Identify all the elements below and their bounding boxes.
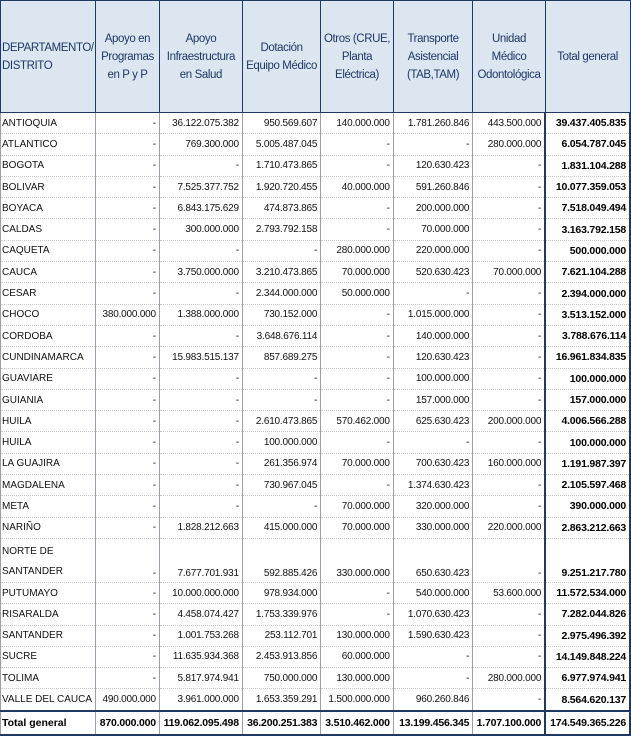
- table-row: [1, 198, 631, 219]
- amount-cell: 490.000.000: [96, 689, 160, 711]
- amount-cell: 330.000.000: [321, 538, 394, 582]
- amount-cell: 950.569.607: [242, 113, 320, 134]
- amount-cell: -: [393, 283, 473, 304]
- amount-cell: 70.000.000: [321, 453, 394, 474]
- row-total-cell: 3.513.152.000: [545, 304, 630, 325]
- grand-total-row: [1, 711, 631, 735]
- amount-cell: -: [473, 325, 545, 346]
- department-cell: ANTIOQUIA: [1, 113, 96, 134]
- row-total-cell: 157.000.000: [545, 389, 630, 410]
- amount-cell: 130.000.000: [321, 625, 394, 646]
- row-total-cell: 6.054.787.045: [545, 134, 630, 155]
- amount-cell: 7.525.377.752: [159, 176, 242, 197]
- amount-cell: -: [159, 325, 242, 346]
- department-cell: SUCRE: [1, 646, 96, 667]
- department-cell: CHOCO: [1, 304, 96, 325]
- amount-cell: 160.000.000: [473, 453, 545, 474]
- amount-cell: 443.500.000: [473, 113, 545, 134]
- amount-cell: -: [321, 368, 394, 389]
- grand-total-cell: 36.200.251.383: [242, 711, 320, 735]
- table-row: [1, 262, 631, 283]
- amount-cell: 1.001.753.268: [159, 625, 242, 646]
- amount-cell: -: [321, 155, 394, 176]
- amount-cell: -: [473, 219, 545, 240]
- amount-cell: -: [96, 432, 160, 453]
- amount-cell: 2.793.792.158: [242, 219, 320, 240]
- amount-cell: -: [159, 368, 242, 389]
- amount-cell: -: [96, 475, 160, 496]
- amount-cell: -: [473, 368, 545, 389]
- department-cell: LA GUAJIRA: [1, 453, 96, 474]
- amount-cell: 40.000.000: [321, 176, 394, 197]
- amount-cell: 3.750.000.000: [159, 262, 242, 283]
- department-cell: HUILA: [1, 432, 96, 453]
- amount-cell: -: [321, 219, 394, 240]
- amount-cell: -: [96, 347, 160, 368]
- row-total-cell: 14.149.848.224: [545, 646, 630, 667]
- amount-cell: -: [473, 625, 545, 646]
- amount-cell: 857.689.275: [242, 347, 320, 368]
- amount-cell: 1.920.720.455: [242, 176, 320, 197]
- amount-cell: 1.015.000.000: [393, 304, 473, 325]
- amount-cell: 591.260.846: [393, 176, 473, 197]
- row-total-cell: 7.621.104.288: [545, 262, 630, 283]
- amount-cell: -: [473, 604, 545, 625]
- amount-cell: 1.781.260.846: [393, 113, 473, 134]
- table-row: [1, 453, 631, 474]
- table-row: [1, 689, 631, 711]
- amount-cell: 15.983.515.137: [159, 347, 242, 368]
- amount-cell: 625.630.423: [393, 411, 473, 432]
- department-cell: BOYACA: [1, 198, 96, 219]
- department-cell: CAQUETA: [1, 240, 96, 261]
- grand-total-cell: 119.062.095.498: [159, 711, 242, 735]
- column-header: DEPARTAMENTO/ DISTRITO: [1, 1, 96, 113]
- amount-cell: 60.000.000: [321, 646, 394, 667]
- department-cell: PUTUMAYO: [1, 582, 96, 603]
- table-row: [1, 475, 631, 496]
- grand-total-label: Total general: [1, 711, 96, 735]
- amount-cell: 50.000.000: [321, 283, 394, 304]
- amount-cell: 10.000.000.000: [159, 582, 242, 603]
- amount-cell: -: [96, 646, 160, 667]
- amount-cell: 120.630.423: [393, 347, 473, 368]
- row-total-cell: 390.000.000: [545, 496, 630, 517]
- department-cell: CUNDINAMARCA: [1, 347, 96, 368]
- table-row: [1, 646, 631, 667]
- amount-cell: 220.000.000: [473, 517, 545, 538]
- amount-cell: 140.000.000: [393, 325, 473, 346]
- grand-total-cell: 3.510.462.000: [321, 711, 394, 735]
- amount-cell: -: [96, 496, 160, 517]
- amount-cell: 157.000.000: [393, 389, 473, 410]
- amount-cell: -: [321, 432, 394, 453]
- department-cell: META: [1, 496, 96, 517]
- amount-cell: -: [96, 176, 160, 197]
- table-row: [1, 604, 631, 625]
- amount-cell: 2.344.000.000: [242, 283, 320, 304]
- amount-cell: 1.388.000.000: [159, 304, 242, 325]
- table-row: [1, 134, 631, 155]
- amount-cell: 70.000.000: [321, 517, 394, 538]
- amount-cell: 415.000.000: [242, 517, 320, 538]
- amount-cell: 1.590.630.423: [393, 625, 473, 646]
- amount-cell: -: [96, 582, 160, 603]
- amount-cell: 100.000.000: [393, 368, 473, 389]
- amount-cell: -: [321, 198, 394, 219]
- amount-cell: 70.000.000: [321, 496, 394, 517]
- amount-cell: 70.000.000: [393, 219, 473, 240]
- department-cell: CAUCA: [1, 262, 96, 283]
- amount-cell: 1.070.630.423: [393, 604, 473, 625]
- amount-cell: -: [159, 496, 242, 517]
- amount-cell: 960.260.846: [393, 689, 473, 711]
- table-row: [1, 389, 631, 410]
- table-row: [1, 240, 631, 261]
- amount-cell: 520.630.423: [393, 262, 473, 283]
- table-row: [1, 113, 631, 134]
- amount-cell: -: [96, 155, 160, 176]
- amount-cell: 2.453.913.856: [242, 646, 320, 667]
- amount-cell: -: [321, 134, 394, 155]
- amount-cell: 3.210.473.865: [242, 262, 320, 283]
- table-row: [1, 496, 631, 517]
- amount-cell: -: [473, 389, 545, 410]
- table-row: [1, 176, 631, 197]
- amount-cell: -: [321, 604, 394, 625]
- department-cell: GUIANIA: [1, 389, 96, 410]
- amount-cell: -: [473, 155, 545, 176]
- amount-cell: 1.374.630.423: [393, 475, 473, 496]
- table-row: [1, 538, 631, 582]
- amount-cell: 1.710.473.865: [242, 155, 320, 176]
- amount-cell: 330.000.000: [393, 517, 473, 538]
- amount-cell: 280.000.000: [321, 240, 394, 261]
- amount-cell: -: [321, 389, 394, 410]
- amount-cell: 6.843.175.629: [159, 198, 242, 219]
- row-total-cell: 16.961.834.835: [545, 347, 630, 368]
- table-row: [1, 368, 631, 389]
- table-row: [1, 625, 631, 646]
- amount-cell: 769.300.000: [159, 134, 242, 155]
- row-total-cell: 7.282.044.826: [545, 604, 630, 625]
- amount-cell: 1.653.359.291: [242, 689, 320, 711]
- amount-cell: -: [473, 347, 545, 368]
- row-total-cell: 2.394.000.000: [545, 283, 630, 304]
- amount-cell: -: [96, 325, 160, 346]
- department-cell: NARIÑO: [1, 517, 96, 538]
- row-total-cell: 9.251.217.780: [545, 538, 630, 582]
- amount-cell: -: [159, 475, 242, 496]
- department-cell: GUAVIARE: [1, 368, 96, 389]
- amount-cell: 474.873.865: [242, 198, 320, 219]
- amount-cell: 280.000.000: [473, 134, 545, 155]
- amount-cell: -: [159, 283, 242, 304]
- amount-cell: -: [473, 496, 545, 517]
- amount-cell: -: [242, 389, 320, 410]
- amount-cell: -: [96, 368, 160, 389]
- department-cell: BOLIVAR: [1, 176, 96, 197]
- amount-cell: -: [473, 689, 545, 711]
- amount-cell: -: [96, 389, 160, 410]
- amount-cell: -: [473, 240, 545, 261]
- department-cell: MAGDALENA: [1, 475, 96, 496]
- grand-total-cell: 870.000.000: [96, 711, 160, 735]
- amount-cell: -: [96, 219, 160, 240]
- amount-cell: -: [473, 646, 545, 667]
- row-total-cell: 7.518.049.494: [545, 198, 630, 219]
- amount-cell: -: [473, 176, 545, 197]
- table-row: [1, 668, 631, 689]
- column-header: Unidad Médico Odontológica: [473, 1, 545, 113]
- amount-cell: -: [96, 668, 160, 689]
- amount-cell: 3.648.676.114: [242, 325, 320, 346]
- amount-cell: 36.122.075.382: [159, 113, 242, 134]
- table-row: [1, 582, 631, 603]
- amount-cell: 540.000.000: [393, 582, 473, 603]
- table-row: [1, 347, 631, 368]
- amount-cell: 1.500.000.000: [321, 689, 394, 711]
- amount-cell: -: [96, 283, 160, 304]
- department-cell: TOLIMA: [1, 668, 96, 689]
- amount-cell: 750.000.000: [242, 668, 320, 689]
- table-row: [1, 517, 631, 538]
- table-row: [1, 219, 631, 240]
- amount-cell: 5.817.974.941: [159, 668, 242, 689]
- amount-cell: 220.000.000: [393, 240, 473, 261]
- amount-cell: -: [96, 517, 160, 538]
- amount-cell: -: [159, 432, 242, 453]
- amount-cell: 3.961.000.000: [159, 689, 242, 711]
- amount-cell: 4.458.074.427: [159, 604, 242, 625]
- amount-cell: 700.630.423: [393, 453, 473, 474]
- amount-cell: -: [321, 475, 394, 496]
- amount-cell: -: [321, 325, 394, 346]
- amount-cell: 7.677.701.931: [159, 538, 242, 582]
- row-total-cell: 2.863.212.663: [545, 517, 630, 538]
- amount-cell: 11.635.934.368: [159, 646, 242, 667]
- column-header: Otros (CRUE, Planta Eléctrica): [321, 1, 394, 113]
- amount-cell: -: [159, 453, 242, 474]
- table-row: [1, 432, 631, 453]
- column-header: Dotación Equipo Médico: [242, 1, 320, 113]
- amount-cell: 200.000.000: [473, 411, 545, 432]
- row-total-cell: 8.564.620.137: [545, 689, 630, 711]
- amount-cell: 140.000.000: [321, 113, 394, 134]
- table-row: [1, 155, 631, 176]
- row-total-cell: 2.975.496.392: [545, 625, 630, 646]
- column-header: Apoyo en Programas en P y P: [96, 1, 160, 113]
- amount-cell: 320.000.000: [393, 496, 473, 517]
- department-cell: NORTE DE SANTANDER: [1, 538, 96, 582]
- amount-cell: -: [96, 604, 160, 625]
- amount-cell: -: [242, 368, 320, 389]
- grand-total-cell: 174.549.365.226: [545, 711, 630, 735]
- department-cell: HUILA: [1, 411, 96, 432]
- amount-cell: 978.934.000: [242, 582, 320, 603]
- amount-cell: -: [321, 347, 394, 368]
- amount-cell: 2.610.473.865: [242, 411, 320, 432]
- amount-cell: 261.356.974: [242, 453, 320, 474]
- amount-cell: 130.000.000: [321, 668, 394, 689]
- amount-cell: -: [473, 283, 545, 304]
- amount-cell: 570.462.000: [321, 411, 394, 432]
- department-cell: CESAR: [1, 283, 96, 304]
- table-body: [1, 113, 631, 735]
- amount-cell: -: [393, 432, 473, 453]
- row-total-cell: 2.105.597.468: [545, 475, 630, 496]
- grand-total-cell: 1.707.100.000: [473, 711, 545, 735]
- row-total-cell: 100.000.000: [545, 432, 630, 453]
- amount-cell: 300.000.000: [159, 219, 242, 240]
- department-cell: VALLE DEL CAUCA: [1, 689, 96, 711]
- amount-cell: -: [96, 240, 160, 261]
- amount-cell: 70.000.000: [321, 262, 394, 283]
- table-row: [1, 325, 631, 346]
- row-total-cell: 1.831.104.288: [545, 155, 630, 176]
- row-total-cell: 1.191.987.397: [545, 453, 630, 474]
- grand-total-cell: 13.199.456.345: [393, 711, 473, 735]
- amount-cell: -: [473, 538, 545, 582]
- amount-cell: 5.005.487.045: [242, 134, 320, 155]
- row-total-cell: 10.077.359.053: [545, 176, 630, 197]
- amount-cell: 730.152.000: [242, 304, 320, 325]
- amount-cell: 100.000.000: [242, 432, 320, 453]
- amount-cell: -: [321, 304, 394, 325]
- header-row: [1, 1, 631, 113]
- amount-cell: 53.600.000: [473, 582, 545, 603]
- amount-cell: -: [393, 134, 473, 155]
- amount-cell: 592.885.426: [242, 538, 320, 582]
- amount-cell: -: [473, 198, 545, 219]
- department-cell: RISARALDA: [1, 604, 96, 625]
- amount-cell: -: [96, 625, 160, 646]
- row-total-cell: 500.000.000: [545, 240, 630, 261]
- amount-cell: 380.000.000: [96, 304, 160, 325]
- amount-cell: 1.753.339.976: [242, 604, 320, 625]
- amount-cell: -: [96, 262, 160, 283]
- amount-cell: 253.112.701: [242, 625, 320, 646]
- amount-cell: -: [159, 389, 242, 410]
- amount-cell: -: [242, 240, 320, 261]
- table-row: [1, 304, 631, 325]
- amount-cell: 120.630.423: [393, 155, 473, 176]
- table-header: [1, 1, 631, 113]
- amount-cell: 1.828.212.663: [159, 517, 242, 538]
- amount-cell: -: [159, 155, 242, 176]
- amount-cell: -: [96, 411, 160, 432]
- column-header: Total general: [545, 1, 630, 113]
- amount-cell: 730.967.045: [242, 475, 320, 496]
- amount-cell: -: [159, 240, 242, 261]
- amount-cell: -: [96, 134, 160, 155]
- amount-cell: -: [473, 475, 545, 496]
- amount-cell: -: [242, 496, 320, 517]
- amount-cell: 650.630.423: [393, 538, 473, 582]
- row-total-cell: 11.572.534.000: [545, 582, 630, 603]
- column-header: Transporte Asistencial (TAB,TAM): [393, 1, 473, 113]
- row-total-cell: 3.788.676.114: [545, 325, 630, 346]
- department-cell: CORDOBA: [1, 325, 96, 346]
- row-total-cell: 39.437.405.835: [545, 113, 630, 134]
- amount-cell: -: [96, 198, 160, 219]
- amount-cell: 280.000.000: [473, 668, 545, 689]
- amount-cell: -: [473, 304, 545, 325]
- department-cell: ATLANTICO: [1, 134, 96, 155]
- department-cell: BOGOTA: [1, 155, 96, 176]
- amount-cell: -: [96, 113, 160, 134]
- row-total-cell: 3.163.792.158: [545, 219, 630, 240]
- amount-cell: 70.000.000: [473, 262, 545, 283]
- amount-cell: -: [159, 411, 242, 432]
- row-total-cell: 100.000.000: [545, 368, 630, 389]
- table-row: [1, 411, 631, 432]
- department-cell: SANTANDER: [1, 625, 96, 646]
- amount-cell: -: [321, 582, 394, 603]
- row-total-cell: 4.006.566.288: [545, 411, 630, 432]
- amount-cell: -: [393, 646, 473, 667]
- table-row: [1, 283, 631, 304]
- department-cell: CALDAS: [1, 219, 96, 240]
- amount-cell: -: [96, 538, 160, 582]
- row-total-cell: 6.977.974.941: [545, 668, 630, 689]
- amount-cell: -: [393, 668, 473, 689]
- amount-cell: -: [473, 432, 545, 453]
- amount-cell: -: [96, 453, 160, 474]
- amount-cell: 200.000.000: [393, 198, 473, 219]
- column-header: Apoyo Infraestructura en Salud: [159, 1, 242, 113]
